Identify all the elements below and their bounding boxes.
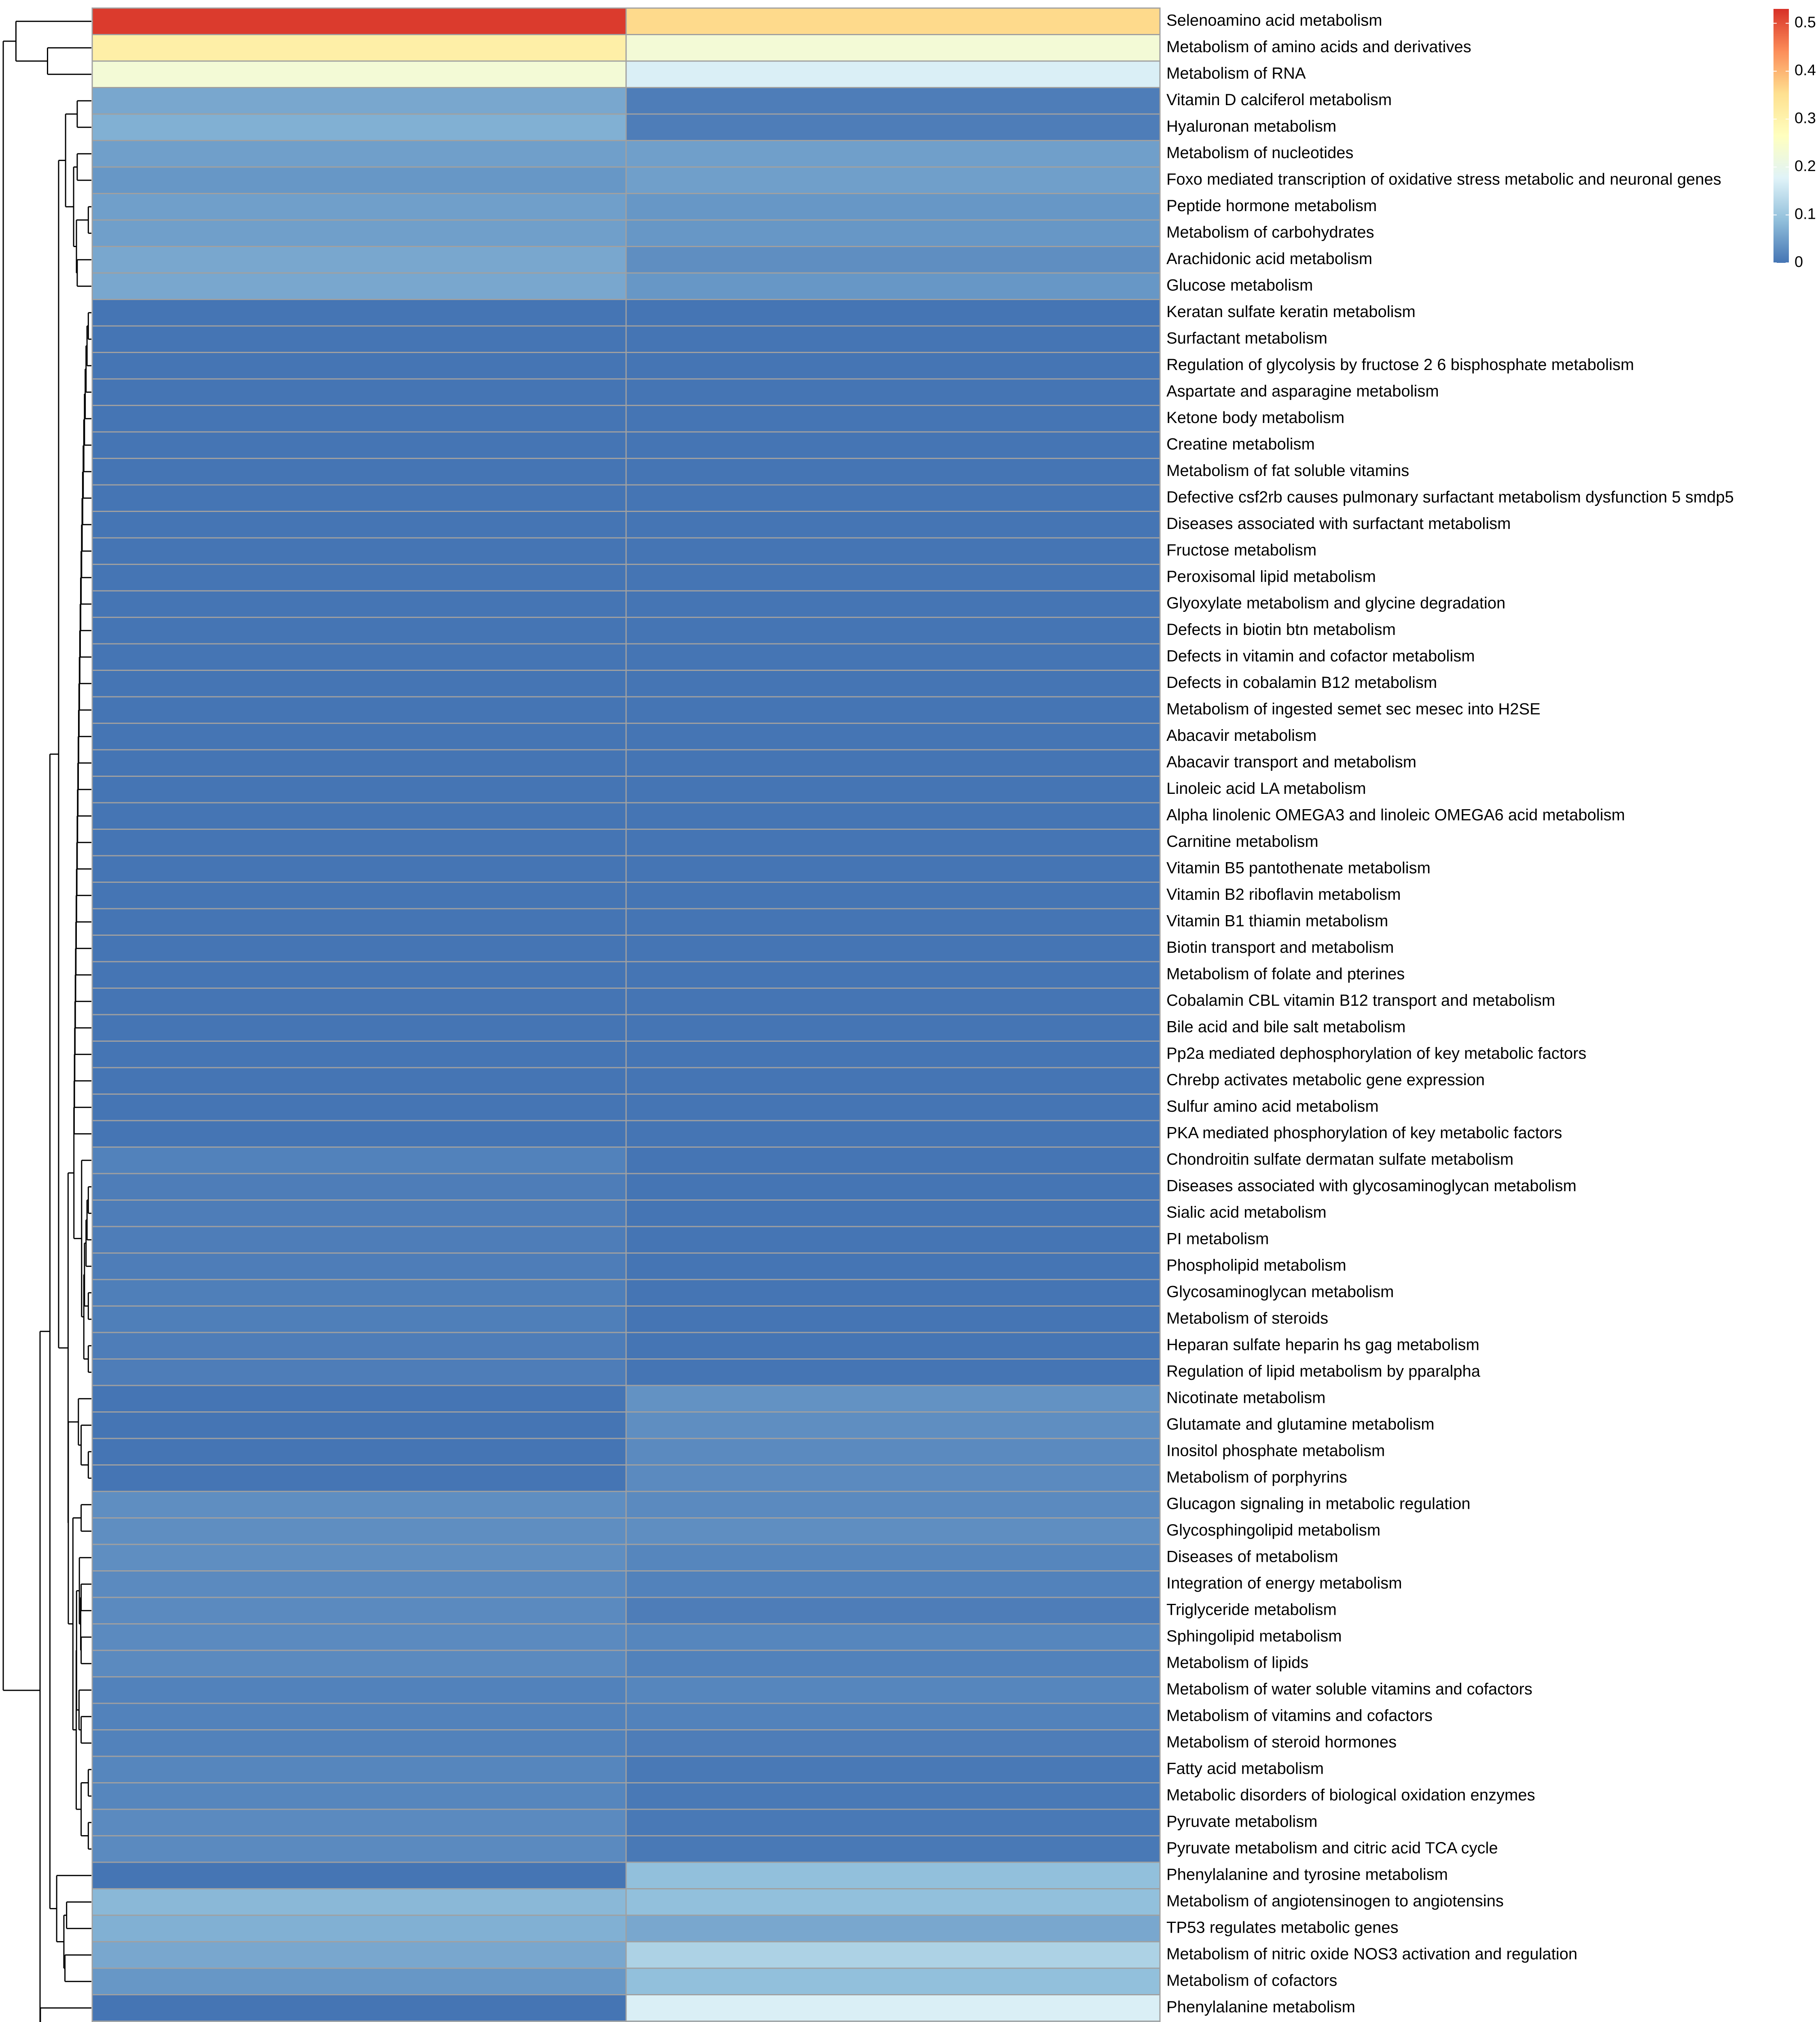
row-label: Pyruvate metabolism and citric acid TCA cycle bbox=[1166, 1839, 1498, 1857]
heatmap-cell bbox=[92, 988, 626, 1015]
heatmap-cell bbox=[626, 1889, 1160, 1916]
row-label: Abacavir metabolism bbox=[1166, 726, 1317, 745]
heatmap-cell bbox=[92, 1253, 626, 1280]
row-label: Sulfur amino acid metabolism bbox=[1166, 1097, 1379, 1115]
heatmap-cell bbox=[92, 1544, 626, 1571]
row-label: Metabolism of steroid hormones bbox=[1166, 1733, 1397, 1751]
heatmap-cell bbox=[92, 750, 626, 776]
heatmap-cell bbox=[92, 8, 626, 35]
heatmap-cell bbox=[626, 300, 1160, 326]
legend-tick-label: 0.2 bbox=[1795, 158, 1816, 175]
heatmap-cell bbox=[92, 220, 626, 247]
row-label: Diseases associated with surfactant metabolism bbox=[1166, 514, 1511, 533]
heatmap-cell bbox=[92, 1306, 626, 1333]
row-label: Vitamin B5 pantothenate metabolism bbox=[1166, 859, 1431, 877]
heatmap-cell bbox=[626, 326, 1160, 353]
row-label: Glyoxylate metabolism and glycine degradation bbox=[1166, 594, 1506, 612]
heatmap-cell bbox=[92, 803, 626, 829]
row-label: Regulation of glycolysis by fructose 2 6 bisphosphate metabolism bbox=[1166, 355, 1634, 374]
heatmap-cell bbox=[626, 618, 1160, 644]
row-label: TP53 regulates metabolic genes bbox=[1166, 1918, 1399, 1937]
row-label: Metabolism of amino acids and derivatives bbox=[1166, 38, 1471, 56]
row-label: Metabolism of porphyrins bbox=[1166, 1468, 1347, 1486]
heatmap-cell bbox=[626, 1836, 1160, 1863]
heatmap-cell bbox=[626, 1094, 1160, 1121]
row-label: Chondroitin sulfate dermatan sulfate metabolism bbox=[1166, 1150, 1514, 1168]
row-label: Triglyceride metabolism bbox=[1166, 1601, 1337, 1619]
row-label: Creatine metabolism bbox=[1166, 435, 1315, 453]
heatmap-cell bbox=[626, 644, 1160, 670]
heatmap-cell bbox=[626, 194, 1160, 220]
heatmap-cell bbox=[626, 1041, 1160, 1068]
heatmap-cell bbox=[626, 35, 1160, 61]
heatmap-cell bbox=[626, 1147, 1160, 1174]
row-label: Diseases of metabolism bbox=[1166, 1548, 1338, 1566]
heatmap-cell bbox=[92, 1041, 626, 1068]
row-label: Vitamin B1 thiamin metabolism bbox=[1166, 912, 1388, 930]
heatmap-cell bbox=[92, 909, 626, 935]
heatmap-cell bbox=[626, 962, 1160, 988]
heatmap-cell bbox=[92, 697, 626, 723]
row-label: Metabolism of cofactors bbox=[1166, 1971, 1337, 1990]
heatmap-cell bbox=[626, 1915, 1160, 1942]
heatmap-cell bbox=[92, 1121, 626, 1147]
heatmap-cell bbox=[92, 1491, 626, 1518]
heatmap-cell bbox=[626, 1359, 1160, 1386]
heatmap-cell bbox=[92, 379, 626, 406]
heatmap-cell bbox=[92, 1359, 626, 1386]
heatmap-cell bbox=[92, 485, 626, 512]
row-label: Phenylalanine metabolism bbox=[1166, 1998, 1355, 2016]
heatmap-cell bbox=[92, 1068, 626, 1094]
heatmap-cell bbox=[92, 406, 626, 432]
row-label: Metabolism of fat soluble vitamins bbox=[1166, 461, 1409, 480]
heatmap-cell bbox=[92, 723, 626, 750]
heatmap-cell bbox=[92, 1995, 626, 2022]
heatmap-cell bbox=[626, 1121, 1160, 1147]
heatmap-cell bbox=[626, 856, 1160, 882]
heatmap-cells bbox=[92, 8, 1160, 2022]
row-label: Phenylalanine and tyrosine metabolism bbox=[1166, 1865, 1448, 1884]
heatmap-cell bbox=[626, 61, 1160, 88]
heatmap-cell bbox=[626, 1730, 1160, 1757]
heatmap-cell bbox=[92, 141, 626, 167]
heatmap-cell bbox=[92, 35, 626, 61]
heatmap-cell bbox=[626, 88, 1160, 114]
row-label: Metabolic disorders of biological oxidation enzymes bbox=[1166, 1786, 1535, 1804]
heatmap-cell bbox=[92, 591, 626, 618]
heatmap-cell bbox=[92, 247, 626, 273]
heatmap-cell bbox=[626, 1200, 1160, 1227]
heatmap-cell bbox=[92, 1756, 626, 1783]
row-label: Inositol phosphate metabolism bbox=[1166, 1442, 1385, 1460]
row-label: Fructose metabolism bbox=[1166, 541, 1317, 559]
row-label: Glycosphingolipid metabolism bbox=[1166, 1521, 1381, 1539]
row-label: Glucagon signaling in metabolic regulation bbox=[1166, 1495, 1471, 1513]
heatmap-cell bbox=[626, 485, 1160, 512]
heatmap-cell bbox=[626, 1438, 1160, 1465]
heatmap-cell bbox=[92, 432, 626, 459]
heatmap-cell bbox=[92, 565, 626, 591]
heatmap-cell bbox=[92, 459, 626, 485]
heatmap-cell bbox=[626, 1465, 1160, 1492]
row-label: Defective csf2rb causes pulmonary surfactant metabolism dysfunction 5 smdp5 bbox=[1166, 488, 1734, 506]
row-label: Metabolism of angiotensinogen to angiotensins bbox=[1166, 1892, 1504, 1910]
heatmap-cell bbox=[626, 247, 1160, 273]
row-label: Metabolism of vitamins and cofactors bbox=[1166, 1707, 1433, 1725]
heatmap-cell bbox=[92, 856, 626, 882]
row-label: Alpha linolenic OMEGA3 and linoleic OMEGA6 acid metabolism bbox=[1166, 806, 1625, 824]
heatmap-cell bbox=[626, 829, 1160, 856]
row-label: Metabolism of nitric oxide NOS3 activation and regulation bbox=[1166, 1945, 1578, 1963]
row-label: Defects in biotin btn metabolism bbox=[1166, 620, 1396, 639]
row-label: Cobalamin CBL vitamin B12 transport and metabolism bbox=[1166, 991, 1555, 1009]
heatmap-cell bbox=[92, 1836, 626, 1863]
heatmap-cell bbox=[92, 1624, 626, 1651]
heatmap-cell bbox=[92, 1650, 626, 1677]
heatmap-cell bbox=[626, 670, 1160, 697]
heatmap-cell bbox=[92, 1783, 626, 1810]
row-label: Diseases associated with glycosaminoglycan metabolism bbox=[1166, 1177, 1577, 1195]
heatmap-cell bbox=[626, 750, 1160, 776]
heatmap-cell bbox=[626, 591, 1160, 618]
row-label: Metabolism of lipids bbox=[1166, 1654, 1309, 1672]
heatmap-cell bbox=[92, 882, 626, 909]
row-label: Bile acid and bile salt metabolism bbox=[1166, 1018, 1406, 1036]
heatmap-cell bbox=[626, 1624, 1160, 1651]
heatmap-cell bbox=[92, 512, 626, 538]
heatmap-cell bbox=[626, 273, 1160, 300]
heatmap-cell bbox=[626, 776, 1160, 803]
row-label: Integration of energy metabolism bbox=[1166, 1574, 1402, 1592]
row-label: Glutamate and glutamine metabolism bbox=[1166, 1415, 1435, 1433]
row-label: Heparan sulfate heparin hs gag metabolism bbox=[1166, 1336, 1479, 1354]
row-label: Carnitine metabolism bbox=[1166, 832, 1318, 850]
row-label: Fatty acid metabolism bbox=[1166, 1760, 1324, 1778]
heatmap-cell bbox=[92, 1385, 626, 1412]
heatmap-cell bbox=[626, 1942, 1160, 1969]
legend-color-bar bbox=[1773, 9, 1789, 263]
heatmap-cell bbox=[626, 1306, 1160, 1333]
heatmap-cell bbox=[92, 618, 626, 644]
heatmap-cell bbox=[92, 1200, 626, 1227]
heatmap-cell bbox=[626, 935, 1160, 962]
heatmap-cell bbox=[92, 1862, 626, 1889]
legend-tick-label: 0 bbox=[1795, 254, 1803, 271]
heatmap-cell bbox=[92, 1889, 626, 1916]
legend-tick-label: 0.5 bbox=[1795, 14, 1816, 31]
heatmap-cell bbox=[626, 1544, 1160, 1571]
heatmap-cell bbox=[626, 1571, 1160, 1598]
heatmap-cell bbox=[626, 1968, 1160, 1995]
row-label: Metabolism of nucleotides bbox=[1166, 144, 1354, 162]
heatmap-cell bbox=[626, 988, 1160, 1015]
heatmap-cell bbox=[92, 1147, 626, 1174]
heatmap-cell bbox=[92, 962, 626, 988]
row-label: Keratan sulfate keratin metabolism bbox=[1166, 302, 1416, 321]
heatmap-cell bbox=[92, 1809, 626, 1836]
heatmap-cell bbox=[626, 1227, 1160, 1253]
row-label: Linoleic acid LA metabolism bbox=[1166, 779, 1366, 797]
heatmap-cell bbox=[626, 406, 1160, 432]
heatmap-cell bbox=[92, 935, 626, 962]
row-label: Defects in cobalamin B12 metabolism bbox=[1166, 673, 1437, 692]
row-label: Glycosaminoglycan metabolism bbox=[1166, 1283, 1394, 1301]
heatmap-cell bbox=[92, 353, 626, 379]
heatmap-cell bbox=[626, 1332, 1160, 1359]
heatmap-cell bbox=[626, 1280, 1160, 1306]
heatmap-cell bbox=[92, 644, 626, 670]
row-label: Foxo mediated transcription of oxidative stress metabolic and neuronal genes bbox=[1166, 170, 1721, 188]
heatmap-cell bbox=[92, 1571, 626, 1598]
row-label: Abacavir transport and metabolism bbox=[1166, 753, 1417, 771]
legend-tick-label: 0.3 bbox=[1795, 110, 1816, 127]
heatmap-cell bbox=[92, 273, 626, 300]
heatmap-cell bbox=[626, 1068, 1160, 1094]
row-label: Chrebp activates metabolic gene expression bbox=[1166, 1071, 1485, 1089]
row-label: Metabolism of folate and pterines bbox=[1166, 965, 1405, 983]
heatmap-cell bbox=[92, 194, 626, 220]
heatmap-cell bbox=[626, 1491, 1160, 1518]
row-label: Vitamin D calciferol metabolism bbox=[1166, 91, 1392, 109]
row-label: Glucose metabolism bbox=[1166, 276, 1313, 294]
heatmap-cell bbox=[626, 1703, 1160, 1730]
heatmap-cell bbox=[626, 1385, 1160, 1412]
row-label: Hyaluronan metabolism bbox=[1166, 117, 1337, 135]
heatmap-cell bbox=[626, 723, 1160, 750]
heatmap-cell bbox=[626, 114, 1160, 141]
row-label: Pyruvate metabolism bbox=[1166, 1813, 1318, 1831]
row-label: Metabolism of ingested semet sec mesec into H2SE bbox=[1166, 700, 1541, 718]
heatmap-cell bbox=[92, 300, 626, 326]
row-label: Metabolism of RNA bbox=[1166, 64, 1306, 82]
heatmap-cell bbox=[626, 1677, 1160, 1704]
heatmap-cell bbox=[626, 167, 1160, 194]
row-label: Surfactant metabolism bbox=[1166, 329, 1327, 347]
heatmap-cell bbox=[92, 1465, 626, 1492]
heatmap-cell bbox=[92, 1597, 626, 1624]
heatmap-cell bbox=[92, 167, 626, 194]
heatmap-cell bbox=[626, 1783, 1160, 1810]
row-label: Aspartate and asparagine metabolism bbox=[1166, 382, 1439, 400]
heatmap-cell bbox=[92, 1227, 626, 1253]
heatmap-cell bbox=[626, 909, 1160, 935]
heatmap-cell bbox=[626, 1756, 1160, 1783]
heatmap-cell bbox=[92, 829, 626, 856]
heatmap-cell bbox=[92, 1942, 626, 1969]
row-label: Biotin transport and metabolism bbox=[1166, 938, 1394, 956]
heatmap-cell bbox=[92, 1703, 626, 1730]
heatmap-cell bbox=[92, 1015, 626, 1041]
row-label: Metabolism of carbohydrates bbox=[1166, 223, 1374, 241]
heatmap-cell bbox=[92, 114, 626, 141]
row-label: Sphingolipid metabolism bbox=[1166, 1627, 1342, 1645]
heatmap-cell bbox=[626, 565, 1160, 591]
heatmap-cell bbox=[626, 882, 1160, 909]
heatmap-cell bbox=[92, 538, 626, 565]
heatmap-cell bbox=[626, 1995, 1160, 2022]
heatmap-cell bbox=[626, 803, 1160, 829]
heatmap-cell bbox=[626, 697, 1160, 723]
heatmap-cell bbox=[626, 1597, 1160, 1624]
heatmap-cell bbox=[92, 88, 626, 114]
heatmap-cell bbox=[92, 1438, 626, 1465]
heatmap-cell bbox=[626, 141, 1160, 167]
heatmap-cell bbox=[626, 1518, 1160, 1545]
row-label: Regulation of lipid metabolism by pparalpha bbox=[1166, 1362, 1481, 1380]
heatmap-cell bbox=[626, 1412, 1160, 1439]
heatmap-cell bbox=[626, 512, 1160, 538]
heatmap-cell bbox=[92, 1280, 626, 1306]
heatmap-cell bbox=[92, 776, 626, 803]
heatmap-cell bbox=[92, 1518, 626, 1545]
legend-tick-label: 0.4 bbox=[1795, 62, 1816, 79]
row-label: Metabolism of steroids bbox=[1166, 1309, 1329, 1327]
row-label: PKA mediated phosphorylation of key metabolic factors bbox=[1166, 1124, 1562, 1142]
heatmap-cell bbox=[92, 1677, 626, 1704]
heatmap-cell bbox=[626, 1862, 1160, 1889]
heatmap-cell bbox=[626, 1809, 1160, 1836]
heatmap-cell bbox=[626, 8, 1160, 35]
row-label: Pp2a mediated dephosphorylation of key metabolic factors bbox=[1166, 1044, 1587, 1062]
row-label: Peroxisomal lipid metabolism bbox=[1166, 567, 1376, 586]
row-label: Nicotinate metabolism bbox=[1166, 1389, 1326, 1407]
row-label: Metabolism of water soluble vitamins and cofactors bbox=[1166, 1680, 1532, 1698]
heatmap-cell bbox=[92, 1174, 626, 1200]
row-label: Arachidonic acid metabolism bbox=[1166, 250, 1373, 268]
heatmap-cell bbox=[92, 1730, 626, 1757]
heatmap-cell bbox=[626, 1253, 1160, 1280]
heatmap-cell bbox=[626, 1015, 1160, 1041]
row-label: Defects in vitamin and cofactor metabolism bbox=[1166, 647, 1475, 665]
row-label: Peptide hormone metabolism bbox=[1166, 197, 1377, 215]
heatmap-cell bbox=[626, 1174, 1160, 1200]
row-label: Selenoamino acid metabolism bbox=[1166, 11, 1382, 30]
heatmap-cell bbox=[92, 1915, 626, 1942]
heatmap-cell bbox=[92, 670, 626, 697]
heatmap-cell bbox=[626, 432, 1160, 459]
heatmap-cell bbox=[626, 220, 1160, 247]
legend-tick-label: 0.1 bbox=[1795, 205, 1816, 223]
row-label: Ketone body metabolism bbox=[1166, 408, 1345, 427]
heatmap-cell bbox=[626, 379, 1160, 406]
heatmap-cell bbox=[626, 459, 1160, 485]
heatmap-cell bbox=[92, 61, 626, 88]
heatmap-cell bbox=[92, 1094, 626, 1121]
heatmap-cell bbox=[92, 1332, 626, 1359]
row-label: Sialic acid metabolism bbox=[1166, 1203, 1327, 1221]
row-label: PI metabolism bbox=[1166, 1230, 1269, 1248]
row-label: Vitamin B2 riboflavin metabolism bbox=[1166, 885, 1401, 903]
heatmap-cell bbox=[626, 1650, 1160, 1677]
heatmap-cell bbox=[92, 1412, 626, 1439]
heatmap-cell bbox=[626, 353, 1160, 379]
heatmap-cell bbox=[626, 538, 1160, 565]
heatmap-cell bbox=[92, 326, 626, 353]
heatmap-cell bbox=[92, 1968, 626, 1995]
row-label: Phospholipid metabolism bbox=[1166, 1256, 1346, 1274]
